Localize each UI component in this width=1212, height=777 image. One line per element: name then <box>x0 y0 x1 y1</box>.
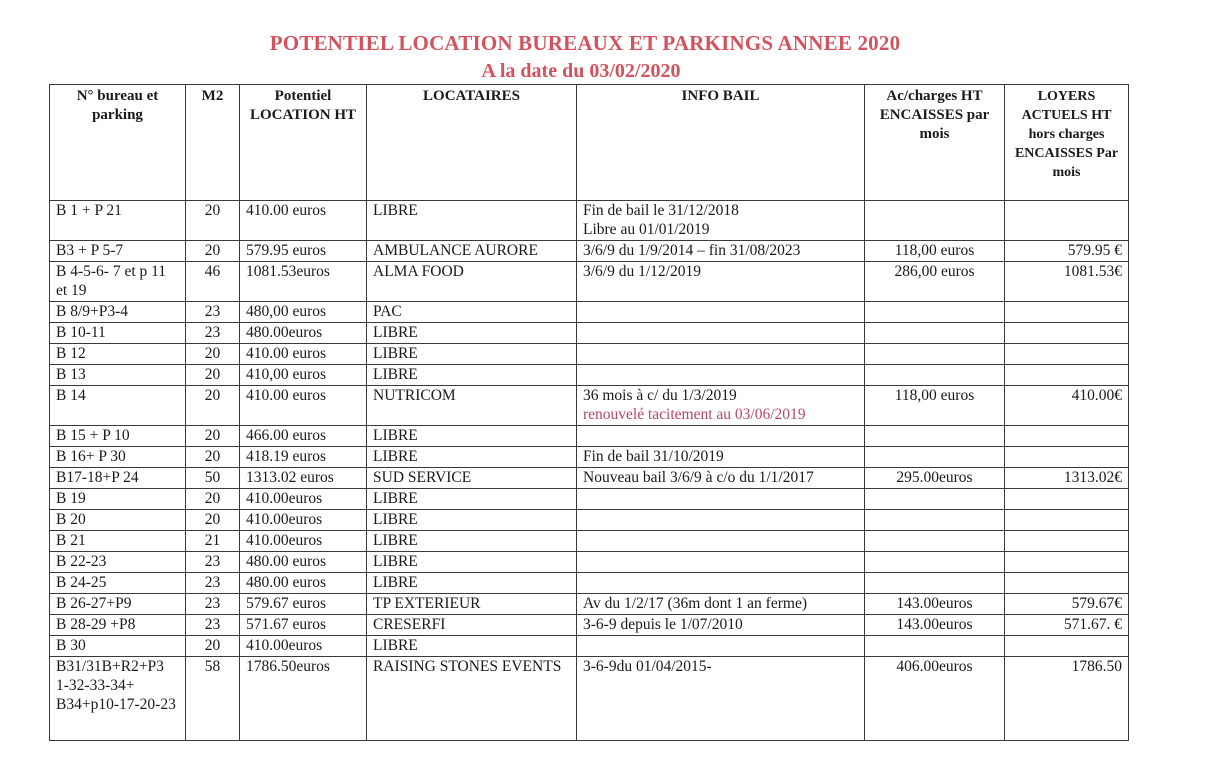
cell-info-bail <box>577 323 865 344</box>
cell-loyer <box>1005 510 1129 531</box>
cell-charges <box>865 636 1005 657</box>
cell-loyer: 410.00€ <box>1005 386 1129 426</box>
cell-potentiel: 410,00 euros <box>240 365 367 386</box>
cell-bureau: B 13 <box>50 365 186 386</box>
cell-potentiel: 410.00euros <box>240 510 367 531</box>
cell-m2: 20 <box>186 489 240 510</box>
cell-bureau: B 26-27+P9 <box>50 594 186 615</box>
cell-locataire: LIBRE <box>367 489 577 510</box>
cell-info-bail <box>577 201 865 241</box>
cell-potentiel: 1313.02 euros <box>240 468 367 489</box>
cell-potentiel: 410.00euros <box>240 531 367 552</box>
table-body <box>50 201 1129 741</box>
document-title: POTENTIEL LOCATION BUREAUX ET PARKINGS ANNEE 2020 <box>269 31 901 55</box>
cell-info-bail <box>577 510 865 531</box>
cell-loyer <box>1005 302 1129 323</box>
table-row <box>50 531 1129 552</box>
header-m2: M2 <box>186 85 240 201</box>
cell-bureau: B31/31B+R2+P3 1-32-33-34+ B34+p10-17-20-23 <box>50 657 186 741</box>
cell-m2: 20 <box>186 201 240 241</box>
table-row <box>50 657 1129 741</box>
cell-loyer <box>1005 365 1129 386</box>
cell-m2: 58 <box>186 657 240 741</box>
info-bail-renewal-note: renouvelé tacitement au 03/06/2019 <box>583 406 806 423</box>
cell-info-bail <box>577 468 865 489</box>
cell-info-bail <box>577 302 865 323</box>
table-row <box>50 573 1129 594</box>
cell-locataire: LIBRE <box>367 426 577 447</box>
cell-bureau: B3 + P 5-7 <box>50 241 186 262</box>
cell-charges: 295.00euros <box>865 468 1005 489</box>
cell-locataire: AMBULANCE AURORE <box>367 241 577 262</box>
cell-info-bail <box>577 386 865 426</box>
cell-loyer <box>1005 201 1129 241</box>
cell-info-bail <box>577 636 865 657</box>
table-row <box>50 552 1129 573</box>
cell-m2: 23 <box>186 615 240 636</box>
cell-m2: 21 <box>186 531 240 552</box>
cell-locataire: LIBRE <box>367 447 577 468</box>
cell-bureau: B 20 <box>50 510 186 531</box>
cell-m2: 23 <box>186 573 240 594</box>
header-charges: Ac/charges HT ENCAISSES par mois <box>865 85 1005 201</box>
cell-m2: 23 <box>186 323 240 344</box>
cell-locataire: NUTRICOM <box>367 386 577 426</box>
cell-bureau: B 16+ P 30 <box>50 447 186 468</box>
table-row <box>50 323 1129 344</box>
cell-potentiel: 466.00 euros <box>240 426 367 447</box>
table-row <box>50 302 1129 323</box>
table-row <box>50 510 1129 531</box>
cell-bureau: B 4-5-6- 7 et p 11 et 19 <box>50 262 186 302</box>
info-bail-line: 36 mois à c/ du 1/3/2019 <box>583 387 737 404</box>
cell-charges <box>865 344 1005 365</box>
table-row <box>50 636 1129 657</box>
cell-loyer <box>1005 573 1129 594</box>
cell-locataire: LIBRE <box>367 323 577 344</box>
cell-bureau: B17-18+P 24 <box>50 468 186 489</box>
cell-info-bail <box>577 552 865 573</box>
cell-bureau: B 8/9+P3-4 <box>50 302 186 323</box>
cell-locataire: LIBRE <box>367 365 577 386</box>
cell-loyer <box>1005 323 1129 344</box>
table-row <box>50 468 1129 489</box>
cell-charges <box>865 510 1005 531</box>
cell-locataire: CRESERFI <box>367 615 577 636</box>
cell-potentiel: 410.00euros <box>240 636 367 657</box>
cell-bureau: B 15 + P 10 <box>50 426 186 447</box>
cell-locataire: LIBRE <box>367 573 577 594</box>
cell-charges <box>865 489 1005 510</box>
document-subtitle: A la date du 03/02/2020 <box>481 60 681 82</box>
table-row <box>50 201 1129 241</box>
cell-bureau: B 21 <box>50 531 186 552</box>
cell-info-bail <box>577 344 865 365</box>
cell-m2: 20 <box>186 510 240 531</box>
info-bail-line: Nouveau bail 3/6/9 à c/o du 1/1/2017 <box>583 469 814 486</box>
cell-m2: 20 <box>186 365 240 386</box>
cell-potentiel: 410.00 euros <box>240 386 367 426</box>
table-header-row <box>50 85 1129 201</box>
cell-bureau: B 30 <box>50 636 186 657</box>
cell-locataire: TP EXTERIEUR <box>367 594 577 615</box>
cell-charges: 143.00euros <box>865 594 1005 615</box>
cell-m2: 20 <box>186 386 240 426</box>
cell-potentiel: 480,00 euros <box>240 302 367 323</box>
cell-m2: 23 <box>186 594 240 615</box>
table-row <box>50 241 1129 262</box>
cell-charges <box>865 573 1005 594</box>
cell-loyer: 571.67. € <box>1005 615 1129 636</box>
cell-info-bail <box>577 615 865 636</box>
info-bail-line: Libre au 01/01/2019 <box>583 221 710 238</box>
info-bail-line: 3-6-9du 01/04/2015- <box>583 658 712 675</box>
cell-info-bail <box>577 531 865 552</box>
cell-potentiel: 579.67 euros <box>240 594 367 615</box>
cell-info-bail <box>577 426 865 447</box>
table-row <box>50 489 1129 510</box>
cell-info-bail <box>577 447 865 468</box>
table-row <box>50 447 1129 468</box>
cell-locataire: LIBRE <box>367 510 577 531</box>
cell-potentiel: 480.00 euros <box>240 552 367 573</box>
cell-m2: 23 <box>186 552 240 573</box>
info-bail-line: 3/6/9 du 1/12/2019 <box>583 263 701 280</box>
cell-potentiel: 1786.50euros <box>240 657 367 741</box>
cell-locataire: SUD SERVICE <box>367 468 577 489</box>
header-info-bail: INFO BAIL <box>577 85 865 201</box>
cell-info-bail <box>577 594 865 615</box>
cell-charges <box>865 323 1005 344</box>
header-loyers: LOYERS ACTUELS HT hors charges ENCAISSES Par mois <box>1005 85 1129 201</box>
table-row <box>50 386 1129 426</box>
cell-loyer: 579.67€ <box>1005 594 1129 615</box>
cell-bureau: B 24-25 <box>50 573 186 594</box>
cell-info-bail <box>577 573 865 594</box>
cell-bureau: B 1 + P 21 <box>50 201 186 241</box>
cell-potentiel: 480.00euros <box>240 323 367 344</box>
cell-locataire: LIBRE <box>367 201 577 241</box>
cell-loyer <box>1005 636 1129 657</box>
cell-potentiel: 579.95 euros <box>240 241 367 262</box>
cell-info-bail <box>577 241 865 262</box>
cell-m2: 20 <box>186 447 240 468</box>
cell-charges <box>865 447 1005 468</box>
cell-locataire: LIBRE <box>367 636 577 657</box>
info-bail-line: Av du 1/2/17 (36m dont 1 an ferme) <box>583 595 807 612</box>
table-row <box>50 615 1129 636</box>
cell-m2: 20 <box>186 241 240 262</box>
cell-m2: 20 <box>186 344 240 365</box>
cell-potentiel: 410.00 euros <box>240 344 367 365</box>
cell-bureau: B 22-23 <box>50 552 186 573</box>
cell-charges: 118,00 euros <box>865 386 1005 426</box>
cell-charges: 286,00 euros <box>865 262 1005 302</box>
cell-loyer <box>1005 426 1129 447</box>
cell-locataire: LIBRE <box>367 552 577 573</box>
info-bail-line: 3-6-9 depuis le 1/07/2010 <box>583 616 743 633</box>
cell-locataire: LIBRE <box>367 344 577 365</box>
cell-potentiel: 480.00 euros <box>240 573 367 594</box>
cell-charges <box>865 531 1005 552</box>
cell-charges: 143.00euros <box>865 615 1005 636</box>
cell-loyer <box>1005 447 1129 468</box>
cell-charges <box>865 201 1005 241</box>
header-bureau: N° bureau et parking <box>50 85 186 201</box>
cell-bureau: B 12 <box>50 344 186 365</box>
cell-info-bail <box>577 489 865 510</box>
cell-bureau: B 10-11 <box>50 323 186 344</box>
cell-charges <box>865 552 1005 573</box>
cell-loyer <box>1005 344 1129 365</box>
cell-m2: 20 <box>186 426 240 447</box>
cell-loyer <box>1005 552 1129 573</box>
cell-charges: 406.00euros <box>865 657 1005 741</box>
info-bail-line: Fin de bail le 31/12/2018 <box>583 202 739 219</box>
table-row <box>50 262 1129 302</box>
cell-potentiel: 1081.53euros <box>240 262 367 302</box>
cell-charges <box>865 365 1005 386</box>
cell-locataire: LIBRE <box>367 531 577 552</box>
cell-locataire: PAC <box>367 302 577 323</box>
cell-potentiel: 410.00euros <box>240 489 367 510</box>
cell-loyer: 1081.53€ <box>1005 262 1129 302</box>
cell-info-bail <box>577 365 865 386</box>
table-row <box>50 365 1129 386</box>
table-row <box>50 344 1129 365</box>
cell-bureau: B 19 <box>50 489 186 510</box>
cell-charges <box>865 426 1005 447</box>
rental-table <box>49 84 1129 741</box>
cell-info-bail <box>577 262 865 302</box>
info-bail-line: Fin de bail 31/10/2019 <box>583 448 724 465</box>
cell-potentiel: 571.67 euros <box>240 615 367 636</box>
table-row <box>50 594 1129 615</box>
cell-bureau: B 14 <box>50 386 186 426</box>
cell-charges: 118,00 euros <box>865 241 1005 262</box>
cell-loyer: 1313.02€ <box>1005 468 1129 489</box>
cell-locataire: ALMA FOOD <box>367 262 577 302</box>
cell-loyer <box>1005 531 1129 552</box>
table-row <box>50 426 1129 447</box>
cell-m2: 46 <box>186 262 240 302</box>
header-locataires: LOCATAIRES <box>367 85 577 201</box>
cell-locataire: RAISING STONES EVENTS <box>367 657 577 741</box>
cell-loyer: 1786.50 <box>1005 657 1129 741</box>
cell-bureau: B 28-29 +P8 <box>50 615 186 636</box>
header-potentiel: Potentiel LOCATION HT <box>240 85 367 201</box>
cell-potentiel: 418.19 euros <box>240 447 367 468</box>
info-bail-line: 3/6/9 du 1/9/2014 – fin 31/08/2023 <box>583 242 801 259</box>
cell-m2: 50 <box>186 468 240 489</box>
cell-potentiel: 410.00 euros <box>240 201 367 241</box>
cell-charges <box>865 302 1005 323</box>
cell-m2: 20 <box>186 636 240 657</box>
cell-loyer <box>1005 489 1129 510</box>
cell-loyer: 579.95 € <box>1005 241 1129 262</box>
cell-m2: 23 <box>186 302 240 323</box>
cell-info-bail <box>577 657 865 741</box>
